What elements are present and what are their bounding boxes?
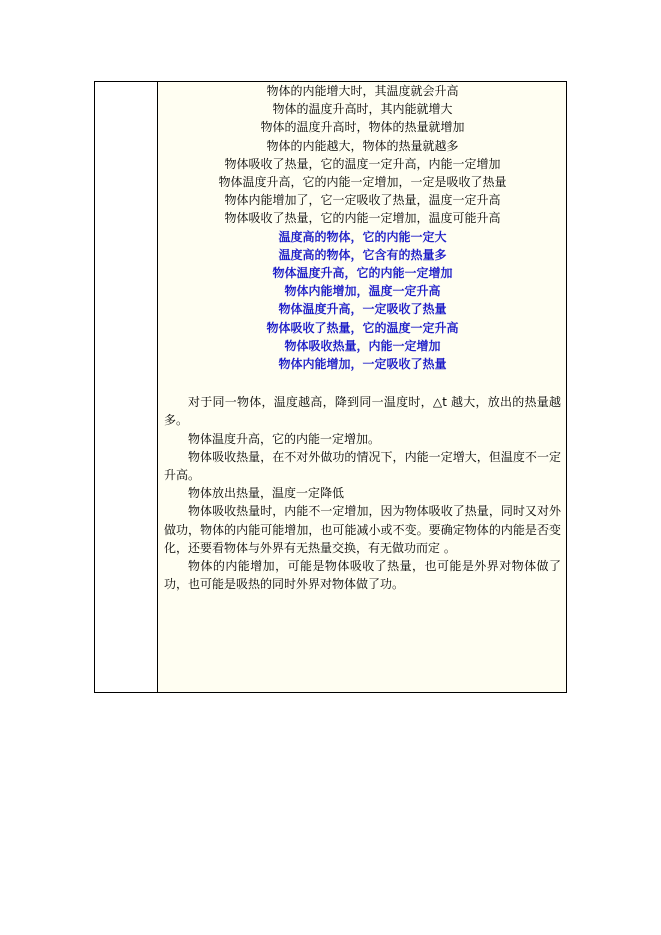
highlighted-statement-line: 物体温度升高，它的内能一定增加: [272, 266, 453, 281]
explanation-paragraph: 对于同一物体，温度越高，降到同一温度时，△t 越大，放出的热量越多。: [164, 395, 561, 428]
statement-line: 物体的内能越大，物体的热量就越多: [266, 138, 459, 153]
explanation-block: [164, 393, 561, 593]
explanation-paragraph: 物体温度升高，它的内能一定增加。: [188, 431, 381, 446]
statement-line: 物体吸收了热量，它的温度一定升高，内能一定增加: [224, 156, 501, 171]
highlighted-statement-line: 物体内能增加，一定吸收了热量: [278, 357, 447, 372]
highlighted-statement-line: 温度高的物体，它的内能一定大: [278, 229, 447, 244]
table-left-cell: [95, 82, 158, 692]
highlighted-statement-line: 温度高的物体，它含有的热量多: [278, 247, 447, 262]
statement-line: 物体温度升高，它的内能一定增加，一定是吸收了热量: [218, 175, 507, 190]
explanation-paragraph: 物体吸收热量时，内能不一定增加，因为物体吸收了热量，同时又对外做功，物体的内能可能增加，也可能减小或不变。要确定物体的内能是否变化，还要看物体与外界有无热量交换，有无做功而定 。: [164, 504, 561, 555]
statement-line: 物体内能增加了，它一定吸收了热量，温度一定升高: [224, 193, 501, 208]
content-table: [94, 81, 567, 693]
explanation-paragraph: 物体吸收热量，在不对外做功的情况下，内能一定增大，但温度不一定升高。: [164, 449, 561, 483]
statement-line: 物体的温度升高时，其内能就增大: [272, 102, 453, 117]
statement-line: 物体的内能增大时，其温度就会升高: [266, 84, 459, 98]
statement-line: 物体吸收了热量，它的内能一定增加，温度可能升高: [224, 211, 501, 226]
explanation-paragraph: 物体放出热量，温度一定降低: [188, 486, 345, 501]
statement-line: 物体的温度升高时，物体的热量就增加: [260, 120, 465, 135]
highlighted-statement-line: 物体温度升高，一定吸收了热量: [278, 302, 447, 317]
highlighted-statement-line: 物体吸收热量，内能一定增加: [284, 338, 441, 353]
highlighted-statement-line: 物体内能增加，温度一定升高: [284, 284, 441, 299]
statement-list: [164, 82, 561, 373]
highlighted-statement-line: 物体吸收了热量，它的温度一定升高: [266, 320, 459, 335]
explanation-paragraph: 物体的内能增加，可能是物体吸收了热量，也可能是外界对物体做了功，也可能是吸热的同时外界对物体做了功。: [164, 559, 561, 592]
table-right-cell: [158, 82, 566, 692]
